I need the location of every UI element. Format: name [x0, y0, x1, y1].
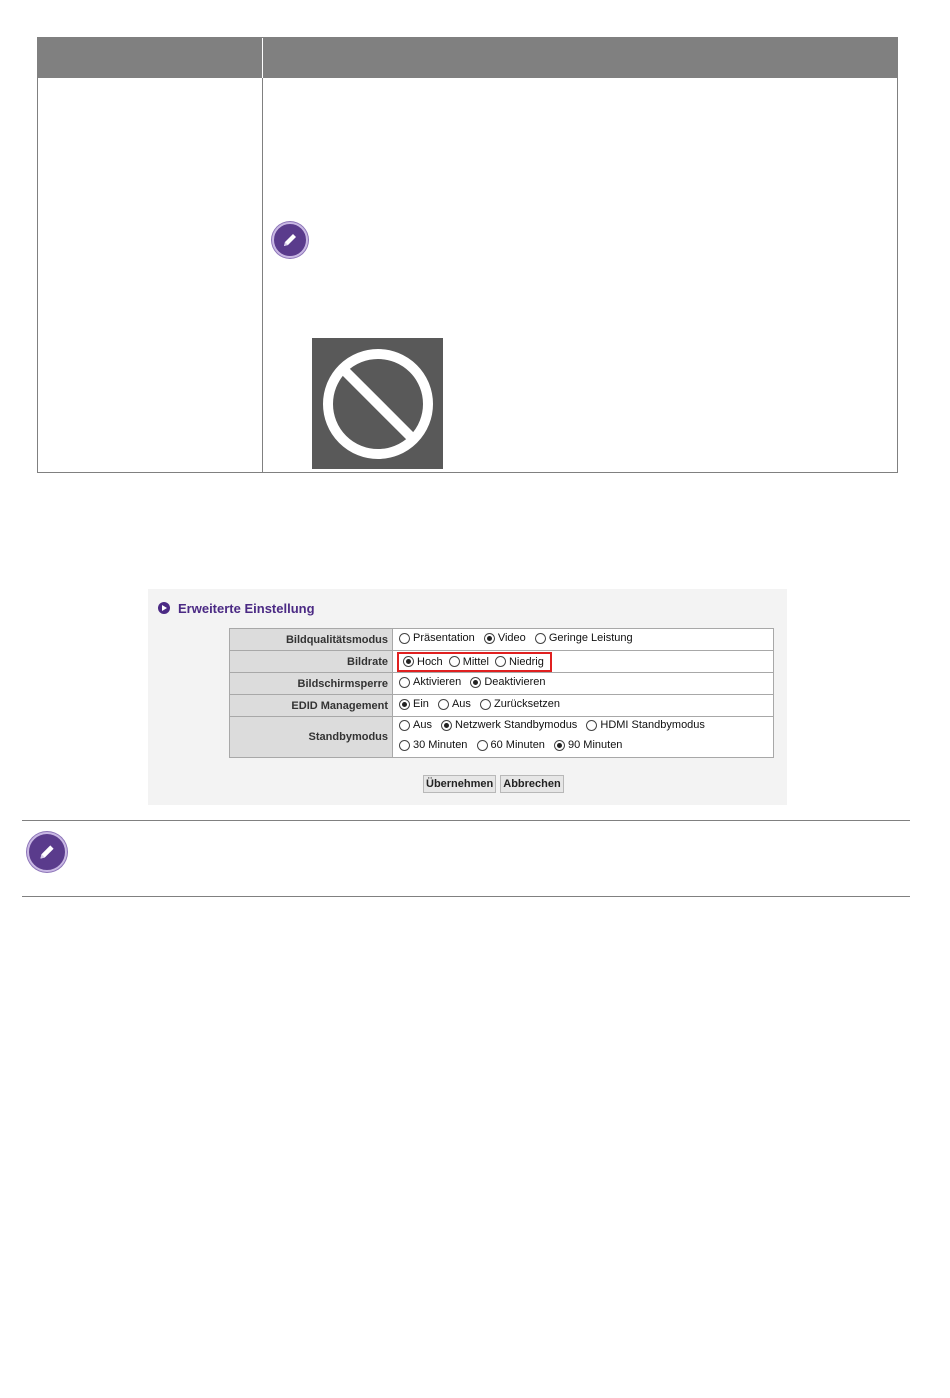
radio-button[interactable] — [438, 699, 449, 710]
option-label: Ein — [413, 698, 429, 711]
option-label: Niedrig — [508, 655, 544, 668]
table-row — [230, 629, 774, 651]
radio-button[interactable] — [399, 740, 410, 751]
option-label: Deaktivieren — [484, 676, 546, 689]
column-divider — [262, 78, 263, 473]
panel-title: Erweiterte Einstellung — [178, 600, 315, 616]
setting-label: Standbymodus — [230, 717, 393, 758]
radio-option-zuruecksetzen[interactable] — [480, 698, 560, 710]
highlight-box — [397, 652, 552, 672]
radio-button[interactable] — [586, 720, 597, 731]
settings-table — [229, 628, 774, 758]
cancel-button[interactable]: Abbrechen — [500, 775, 563, 793]
radio-option-hoch[interactable] — [403, 656, 443, 668]
radio-option-standby-aus[interactable] — [399, 717, 432, 734]
radio-option-praesentation[interactable] — [399, 632, 475, 644]
radio-button[interactable] — [403, 656, 414, 667]
radio-option-niedrig[interactable] — [495, 656, 544, 668]
radio-button[interactable] — [399, 720, 410, 731]
radio-option-30-minuten[interactable] — [399, 737, 467, 754]
radio-option-hdmi-standbymodus[interactable] — [586, 717, 705, 734]
radio-button[interactable] — [480, 699, 491, 710]
no-symbol-icon — [312, 338, 443, 469]
option-label: Mittel — [462, 655, 489, 668]
setting-label: Bildschirmsperre — [230, 673, 393, 695]
note-top-rule — [22, 820, 910, 821]
option-label: Aktivieren — [413, 676, 462, 689]
table-header-row — [38, 38, 897, 78]
radio-option-deaktivieren[interactable] — [470, 676, 545, 688]
table-row — [230, 651, 774, 673]
radio-button[interactable] — [535, 633, 546, 644]
panel-buttons — [423, 775, 564, 793]
radio-option-mittel[interactable] — [449, 656, 489, 668]
setting-options — [393, 651, 774, 673]
table-row — [230, 673, 774, 695]
option-label: HDMI Standbymodus — [600, 719, 705, 731]
radio-option-netzwerk-standbymodus[interactable] — [441, 717, 577, 734]
option-label: Hoch — [417, 655, 443, 668]
radio-option-aus[interactable] — [438, 698, 471, 710]
setting-options — [393, 695, 774, 717]
option-label: Netzwerk Standbymodus — [455, 719, 578, 731]
setting-label: Bildqualitätsmodus — [230, 629, 393, 651]
radio-button[interactable] — [441, 720, 452, 731]
pencil-note-icon — [272, 222, 308, 258]
option-label: Video — [497, 632, 526, 645]
radio-option-aktivieren[interactable] — [399, 676, 461, 688]
standby-timer-line — [399, 737, 773, 757]
setting-options — [393, 629, 774, 651]
radio-option-ein[interactable] — [399, 698, 429, 710]
radio-button[interactable] — [470, 677, 481, 688]
radio-button[interactable] — [495, 656, 506, 667]
option-label: 60 Minuten — [490, 739, 545, 751]
advanced-settings-panel — [148, 589, 787, 805]
panel-header — [158, 599, 315, 617]
top-table — [37, 37, 898, 473]
radio-button[interactable] — [399, 677, 410, 688]
radio-button[interactable] — [399, 699, 410, 710]
option-label: Geringe Leistung — [548, 632, 633, 645]
play-circle-icon — [158, 602, 170, 614]
option-label: Präsentation — [413, 632, 475, 645]
setting-options — [393, 717, 774, 758]
radio-button[interactable] — [399, 633, 410, 644]
radio-button[interactable] — [484, 633, 495, 644]
radio-button[interactable] — [449, 656, 460, 667]
header-divider — [262, 38, 263, 78]
setting-label: EDID Management — [230, 695, 393, 717]
option-label: Aus — [413, 719, 432, 731]
table-row — [230, 695, 774, 717]
apply-button[interactable]: Übernehmen — [423, 775, 496, 793]
radio-button[interactable] — [554, 740, 565, 751]
option-label: Aus — [451, 698, 471, 711]
setting-options — [393, 673, 774, 695]
option-label: Zurücksetzen — [494, 698, 561, 711]
option-label: 30 Minuten — [413, 739, 468, 751]
setting-label: Bildrate — [230, 651, 393, 673]
table-row — [230, 717, 774, 758]
pencil-note-icon — [27, 832, 67, 872]
radio-option-video[interactable] — [484, 632, 526, 644]
note-bottom-rule — [22, 896, 910, 897]
standby-mode-line — [399, 717, 773, 737]
radio-button[interactable] — [477, 740, 488, 751]
radio-option-geringe-leistung[interactable] — [535, 632, 633, 644]
radio-option-60-minuten[interactable] — [477, 737, 545, 754]
option-label: 90 Minuten — [568, 739, 623, 751]
radio-option-90-minuten[interactable] — [554, 737, 622, 754]
